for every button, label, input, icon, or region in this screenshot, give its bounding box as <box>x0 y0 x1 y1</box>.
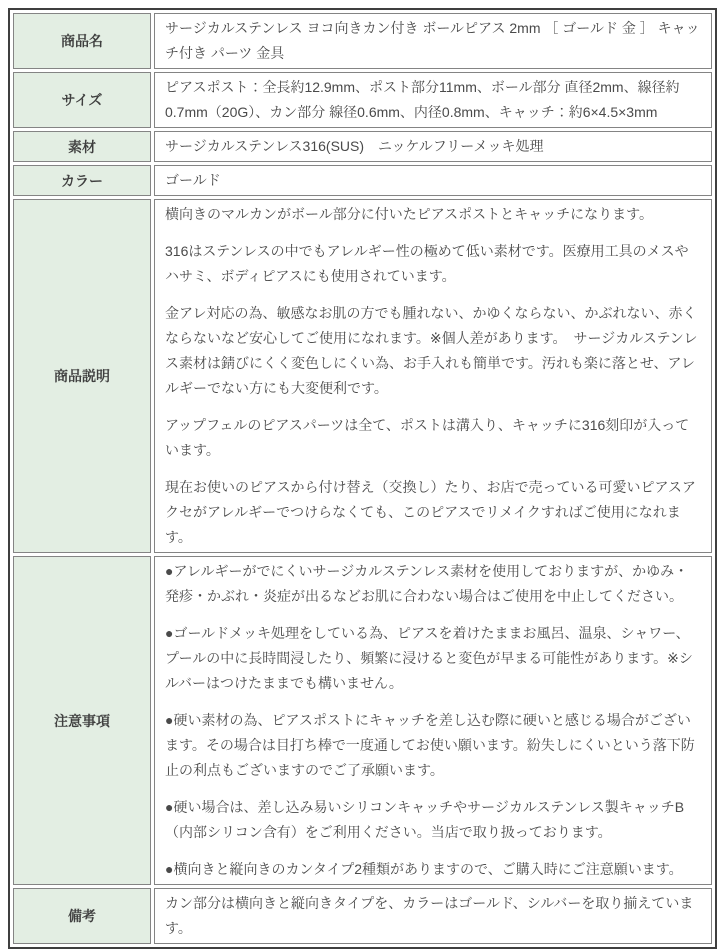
row-header-color: カラー <box>13 165 151 196</box>
table-row-material <box>13 131 712 162</box>
description-paragraph: 横向きのマルカンがボール部分に付いたピアスポストとキャッチになります。 <box>165 206 654 222</box>
row-value-remarks: カン部分は横向きと縦向きタイプを、カラーはゴールド、シルバーを取り揃えています。 <box>154 888 712 944</box>
caution-item: ●横向きと縦向きのカンタイプ2種類がありますので、ご購入時にご注意願います。 <box>165 861 683 877</box>
row-value-size: ピアスポスト：全長約12.9mm、ポスト部分11mm、ボール部分 直径2mm、線径約0.7mm（20G）、カン部分 線径0.6mm、内径0.8mm、キャッチ：約6×4.5×3mm <box>154 72 712 128</box>
row-value-description <box>154 199 712 553</box>
caution-item: ●ゴールドメッキ処理をしている為、ピアスを着けたままお風呂、温泉、シャワー、プールの中に長時間浸したり、頻繁に浸けると変色が早まる可能性があります。※シルバーはつけたままでも構いません。 <box>165 625 693 691</box>
row-header-size: サイズ <box>13 72 151 128</box>
row-value-color: ゴールド <box>154 165 712 196</box>
caution-item: ●硬い場合は、差し込み易いシリコンキャッチやサージカルステンレス製キャッチB（内部シリコン含有）をご利用ください。当店で取り扱っております。 <box>165 799 685 840</box>
table-row-remarks <box>13 888 712 944</box>
description-paragraph: アップフェルのピアスパーツは全て、ポストは溝入り、キャッチに316刻印が入っています。 <box>165 417 690 458</box>
row-header-product-name: 商品名 <box>13 13 151 69</box>
row-value-product-name: サージカルステンレス ヨコ向きカン付き ボールピアス 2mm ［ ゴールド 金 ］ キャッチ付き パーツ 金具 <box>154 13 712 69</box>
row-header-cautions: 注意事項 <box>13 556 151 885</box>
row-header-material: 素材 <box>13 131 151 162</box>
caution-item: ●硬い素材の為、ピアスポストにキャッチを差し込む際に硬いと感じる場合がございます。その場合は目打ち棒で一度通してお使い願います。紛失しにくいという落下防止の利点もございますのでご了承願います。 <box>165 712 695 778</box>
row-value-material: サージカルステンレス316(SUS) ニッケルフリーメッキ処理 <box>154 131 712 162</box>
description-paragraph: 現在お使いのピアスから付け替え（交換し）たり、お店で売っている可愛いピアスアクセがアレルギーでつけらなくても、このピアスでリメイクすればご使用になれます。 <box>165 479 696 545</box>
caution-item: ●アレルギーがでにくいサージカルステンレス素材を使用しておりますが、かゆみ・発疹・かぶれ・炎症が出るなどお肌に合わない場合はご使用を中止してください。 <box>165 563 689 604</box>
table-row-product-name <box>13 13 712 69</box>
table-row-color <box>13 165 712 196</box>
row-header-description: 商品説明 <box>13 199 151 553</box>
description-paragraph: 金アレ対応の為、敏感なお肌の方でも腫れない、かゆくならない、かぶれない、赤くならないなど安心してご使用になれます。※個人差があります。 サージカルステンレス素材は錆びにくく変色しにくい為、お手入れも簡単です。汚れも楽に落とせ、アレルギーでない方にも大変便利です。 <box>165 305 698 396</box>
description-paragraph: 316はステンレスの中でもアレルギー性の極めて低い素材です。医療用工具のメスやハサミ、ボディピアスにも使用されています。 <box>165 243 689 284</box>
product-spec-table <box>8 8 717 949</box>
table-row-size <box>13 72 712 128</box>
row-header-remarks: 備考 <box>13 888 151 944</box>
table-row-description <box>13 199 712 553</box>
